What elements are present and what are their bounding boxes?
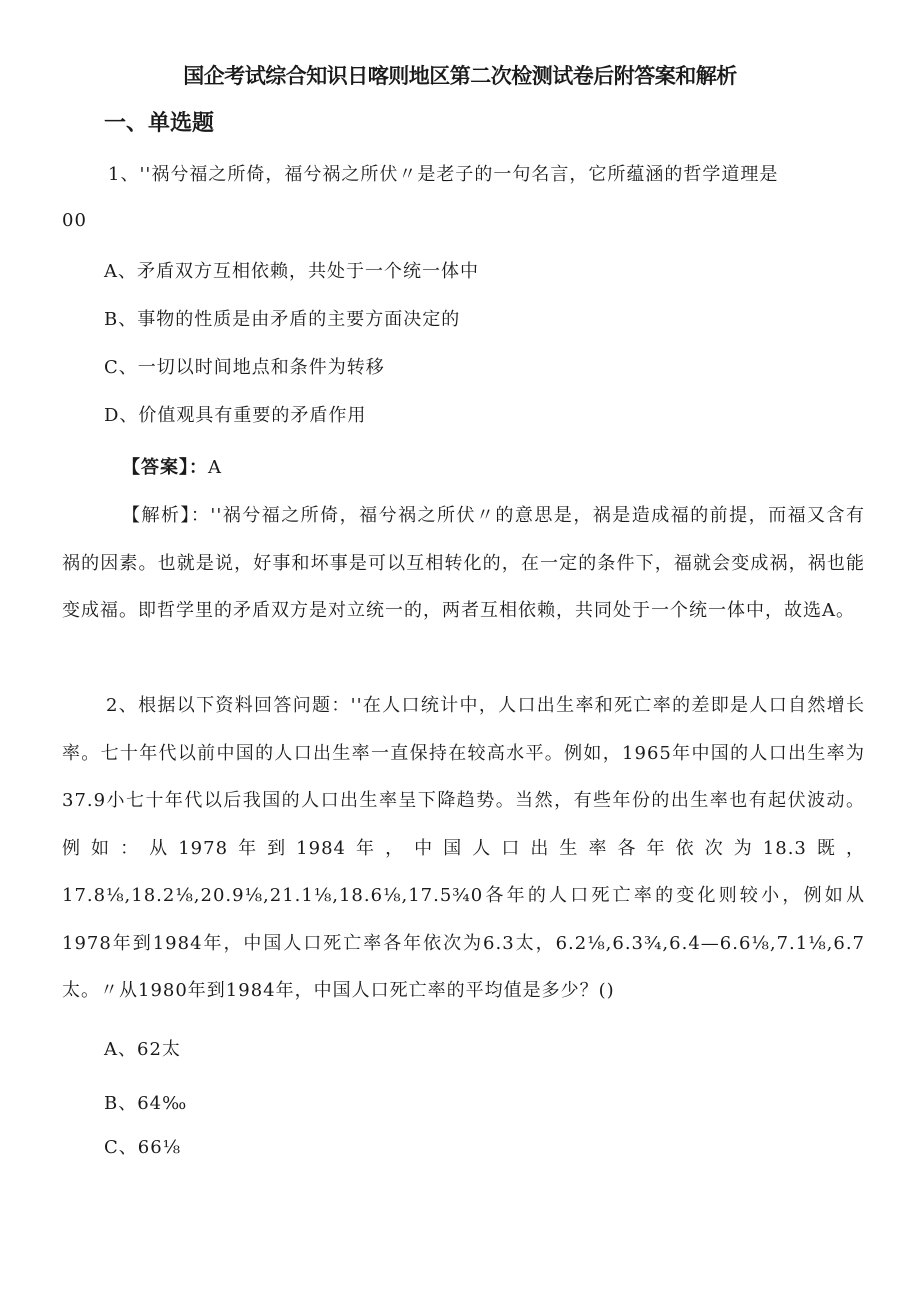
q2-option-a: A、62太 <box>104 1039 181 1060</box>
q1-stem: 1、''祸兮福之所倚，福兮祸之所伏〃是老子的一句名言，它所蕴涵的哲学道理是 <box>108 164 779 185</box>
q1-stem-continuation: 00 <box>62 210 87 231</box>
q1-option-b: B、事物的性质是由矛盾的主要方面决定的 <box>104 309 461 330</box>
q1-option-c: C、一切以时间地点和条件为转移 <box>104 357 385 378</box>
answer-value: A <box>208 457 222 478</box>
analysis-label: 【解析】： <box>122 505 211 526</box>
document-title: 国企考试综合知识日喀则地区第二次检测试卷后附答案和解析 <box>183 64 737 88</box>
q2-option-b: B、64‰ <box>104 1093 188 1114</box>
q1-option-a: A、矛盾双方互相依赖，共处于一个统一体中 <box>104 261 479 282</box>
q1-analysis <box>62 492 865 635</box>
q1-option-d: D、价值观具有重要的矛盾作用 <box>104 405 367 426</box>
section-heading: 一、单选题 <box>104 111 215 136</box>
answer-label: 【答案】： <box>122 457 208 478</box>
q2-option-c: C、66⅛ <box>104 1137 182 1158</box>
q2-stem: 2、根据以下资料回答问题：''在人口统计中，人口出生率和死亡率的差即是人口自然增长率。七十年代以前中国的人口出生率一直保持在较高水平。例如，1965年中国的人口出生率为37.9小七十年代以后我国的人口出生率呈下降趋势。当然，有些年份的出生率也有起伏波动。例如：从1978年到1984年，中国人口出生率各年依次为18.3既，17.8⅛,18.2⅛,20.9⅛,21.1⅛,18.6⅛,17.5¾0各年的人口死亡率的变化则较小，例如从1978年到1984年，中国人口死亡率各年依次为6.3太，6.2⅛,6.3¾,6.4—6.6⅛,7.1⅛,6.7太。〃从1980年到1984年，中国人口死亡率的平均值是多少？() <box>62 695 865 1001</box>
q1-answer <box>122 453 222 479</box>
analysis-text: ''祸兮福之所倚，福兮祸之所伏〃的意思是，祸是造成福的前提，而福又含有祸的因素。也就是说，好事和坏事是可以互相转化的，在一定的条件下，福就会变成祸，祸也能变成福。即哲学里的矛盾双方是对立统一的，两者互相依赖，共同处于一个统一体中，故选A。 <box>62 505 865 621</box>
